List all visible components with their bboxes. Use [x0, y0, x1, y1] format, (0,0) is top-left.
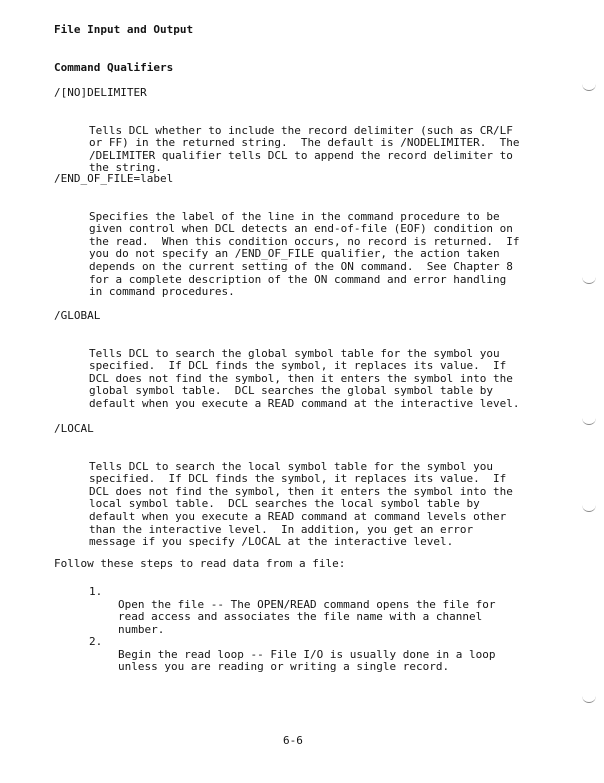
qualifier-local-name: /LOCAL	[54, 422, 94, 435]
qualifier-global-name: /GLOBAL	[54, 309, 101, 322]
qualifier-end-of-file-name: /END_OF_FILE=label	[54, 172, 174, 185]
qualifier-local-description: Tells DCL to search the local symbol table for the symbol you specified. If DCL finds the symbol, it replaces its value. If DCL does not find the symbol, then it enters the symbol into the local symbol table. DCL searches the local symbol table by default when you execute a READ command at command levels other than the interactive level. In addition, you get an error message if you specify /LOCAL at the interactive level.	[89, 459, 513, 549]
page-number: 6-6	[283, 734, 303, 747]
page-header: File Input and Output	[54, 23, 194, 36]
step-2-number: 2.	[89, 635, 103, 648]
qualifier-end-of-file-description: Specifies the label of the line in the command procedure to be given control when DCL detects an end-of-file (EOF) condition on the read. When this condition occurs, no record is returned. If you do not specify an /END_OF_FILE qualifier, the action taken depends on the current setting of the ON command. See Chapter 8 for a complete description of the ON command and error handling in command procedures.	[89, 209, 520, 299]
qualifier-global-description: Tells DCL to search the global symbol table for the symbol you specified. If DCL finds the symbol, it replaces its value. If DCL does not find the symbol, then it enters the symbol into the global symbol table. DCL searches the global symbol table by default when you execute a READ command at the interactive level.	[89, 346, 520, 410]
step-2-text: Begin the read loop -- File I/O is usually done in a loop unless you are reading or writing a single record.	[118, 647, 496, 674]
scan-edge-mark	[582, 418, 596, 425]
scan-edge-mark	[582, 84, 596, 91]
scan-edge-mark	[582, 505, 596, 512]
qualifier-delimiter-name: /[NO]DELIMITER	[54, 86, 147, 99]
step-1-number: 1.	[89, 585, 103, 598]
scan-edge-mark	[582, 696, 596, 703]
step-1-text: Open the file -- The OPEN/READ command opens the file for read access and associates the file name with a channel number.	[118, 597, 496, 636]
qualifier-delimiter-description: Tells DCL whether to include the record delimiter (such as CR/LF or FF) in the returned string. The default is /NODELIMITER. The /DELIMITER qualifier tells DCL to append the record delimiter to the string.	[89, 123, 520, 175]
scan-edge-mark	[582, 277, 596, 284]
section-title: Command Qualifiers	[54, 61, 174, 74]
steps-intro: Follow these steps to read data from a file:	[54, 557, 346, 570]
